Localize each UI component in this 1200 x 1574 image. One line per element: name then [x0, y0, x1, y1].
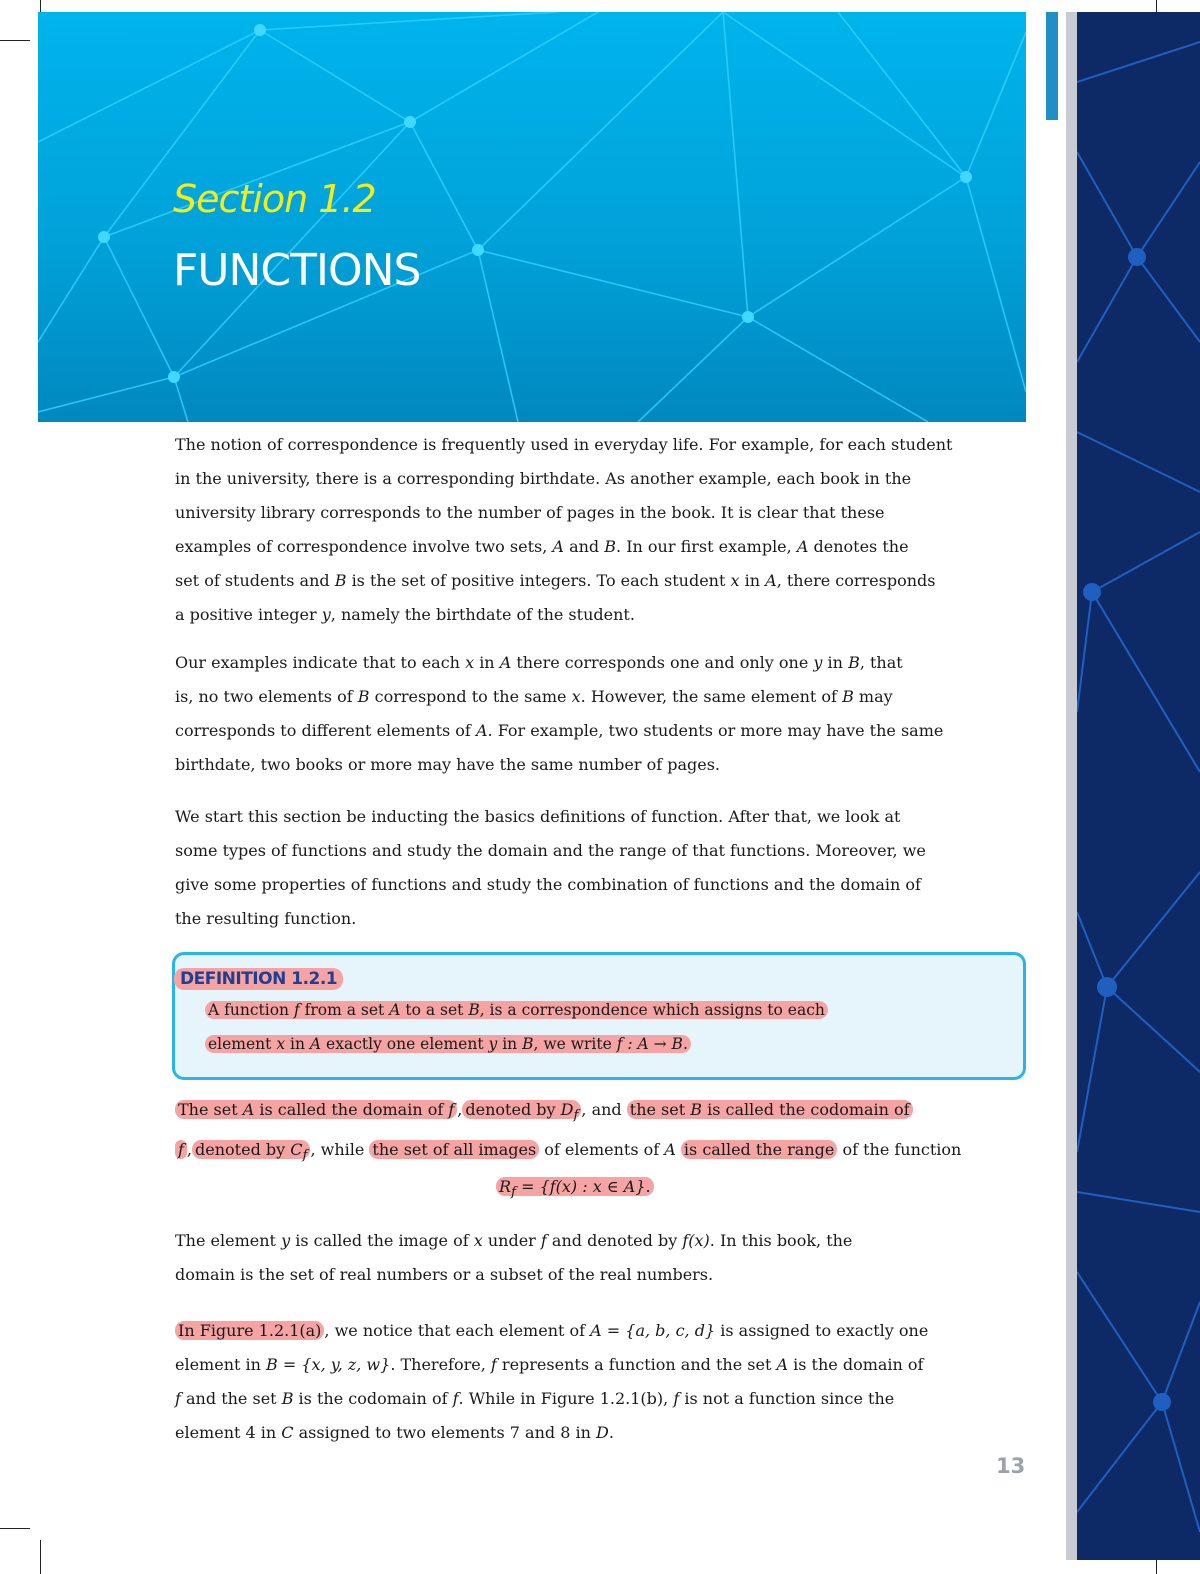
text-line: examples of correspondence involve two sets, A and B. In our first example, A denotes the: [175, 537, 909, 556]
header-banner: [38, 12, 1026, 422]
text-line: birthdate, two books or more may have the same number of pages.: [175, 755, 721, 774]
text-line: f , denoted by $C_f$ , while the set of all images of elements of A is called the range of the function: [175, 1133, 1017, 1173]
section-title: FUNCTIONS: [173, 245, 421, 296]
overview-paragraph: [175, 800, 1017, 936]
text-line: some types of functions and study the domain and the range of that functions. Moreover, we: [175, 841, 926, 860]
crop-mark: [0, 1528, 30, 1529]
section-label: Section 1.2: [173, 177, 376, 221]
figure-reference: In Figure 1.2.1(a): [175, 1321, 324, 1340]
figure-paragraph: [175, 1314, 1017, 1450]
side-network-pattern: [1077, 12, 1200, 1560]
image-paragraph: [175, 1224, 1017, 1292]
definition-title: DEFINITION 1.2.1: [174, 968, 343, 990]
range-formula: $R_f = \{f(x)$ : x ∈ A}.: [496, 1174, 654, 1206]
text-line: university library corresponds to the number of pages in the book. It is clear that these: [175, 503, 885, 522]
definition-line: A function f from a set A to a set B, is a correspondence which assigns to each: [205, 995, 828, 1025]
text-line: The set A is called the domain of f , denoted by $D_f$ , and the set B is called the codomain of: [175, 1093, 1017, 1133]
text-line: a positive integer y, namely the birthdate of the student.: [175, 605, 635, 624]
text-line: f and the set B is the codomain of f. While in Figure 1.2.1(b), f is not a function since the: [175, 1389, 895, 1408]
text-line: The element y is called the image of x under f and denoted by f(x). In this book, the: [175, 1231, 853, 1250]
text-line: We start this section be inducting the basics definitions of function. After that, we look at: [175, 807, 901, 826]
text-line: element 4 in C assigned to two elements 7 and 8 in D.: [175, 1423, 614, 1442]
text-line: The notion of correspondence is frequently used in everyday life. For example, for each student: [175, 435, 953, 454]
text-line: in the university, there is a corresponding birthdate. As another example, each book in the: [175, 469, 912, 488]
text-line: set of students and B is the set of positive integers. To each student x in A, there corresponds: [175, 571, 936, 590]
text-line: the resulting function.: [175, 909, 357, 928]
examples-paragraph: [175, 646, 1017, 782]
page-number: 13: [996, 1454, 1026, 1478]
definition-line: element x in A exactly one element y in B, we write f : A → B.: [205, 1029, 691, 1059]
crop-mark: [0, 40, 30, 41]
text-line: corresponds to different elements of A. For example, two students or more may have the same: [175, 721, 944, 740]
text-line: element in B = {x, y, z, w}. Therefore, f represents a function and the set A is the domain of: [175, 1355, 924, 1374]
domain-paragraph: [175, 1093, 1017, 1173]
intro-paragraph: [175, 428, 1017, 632]
text-line: give some properties of functions and study the combination of functions and the domain of: [175, 875, 921, 894]
text-line: Our examples indicate that to each x in A there corresponds one and only one y in B, that: [175, 653, 903, 672]
text-line: domain is the set of real numbers or a subset of the real numbers.: [175, 1265, 714, 1284]
text-line: is, no two elements of B correspond to the same x. However, the same element of B may: [175, 687, 893, 706]
crop-mark: [40, 1540, 41, 1574]
text-line: In Figure 1.2.1(a) , we notice that each element of A = {a, b, c, d} is assigned to exactly one: [175, 1314, 1017, 1348]
side-tab: [1046, 12, 1058, 120]
side-panel: [1077, 12, 1200, 1560]
